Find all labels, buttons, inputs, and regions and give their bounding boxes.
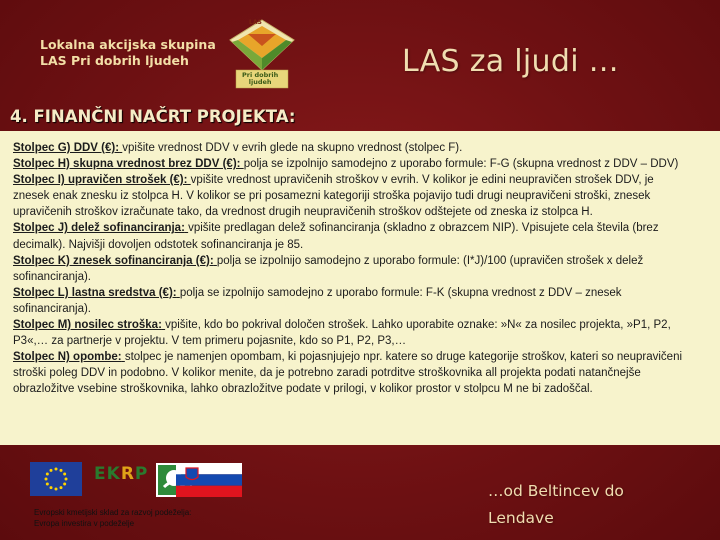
logo-bottom-text <box>242 72 278 86</box>
logo-bottom-line-2: ljudeh <box>248 78 272 86</box>
column-label: Stolpec I) upravičen strošek (€): <box>13 174 188 187</box>
column-label: Stolpec M) nosilec stroška: <box>13 319 162 332</box>
ekrp-logo <box>94 464 148 484</box>
eu-star-icon <box>63 473 66 476</box>
content-panel <box>0 131 720 445</box>
column-text: polja se izpolnijo samodejno z uporabo formule: F-G (skupna vrednost z DDV – DDV) <box>243 158 679 171</box>
eu-star-icon <box>60 469 63 472</box>
slide-headline: LAS za ljudi … <box>402 44 619 79</box>
eu-star-icon <box>60 486 63 489</box>
tagline-line-1: …od Beltincev do <box>488 482 624 500</box>
eu-star-icon <box>65 478 68 481</box>
column-description-7 <box>13 317 693 349</box>
column-label: Stolpec G) DDV (€): <box>13 142 120 154</box>
fund-caption <box>34 507 234 529</box>
eu-star-icon <box>46 483 49 486</box>
column-label: Stolpec K) znesek sofinanciranja (€): <box>13 254 214 267</box>
fund-caption-line-1: Evropski kmetijski sklad za razvoj podeželja: <box>34 508 192 517</box>
column-text: polja se izpolnijo samodejno z uporabo formule: F-K (skupna vrednost z DDV – znesek sofinanciranja). <box>13 286 622 315</box>
eu-star-icon <box>50 469 53 472</box>
org-name-line-1: Lokalna akcijska skupina <box>40 37 216 52</box>
column-description-1 <box>13 140 693 156</box>
eu-star-icon <box>50 486 53 489</box>
fund-caption-line-2: Evropa investira v podeželje <box>34 519 135 528</box>
eu-star-icon <box>63 483 66 486</box>
column-description-6 <box>13 285 693 317</box>
las-logo <box>228 18 296 94</box>
column-label: Stolpec J) delež sofinanciranja: <box>13 222 185 235</box>
eu-star-icon <box>55 468 58 471</box>
column-text: polja se izpolnijo samodejno z uporabo formule: (I*J)/100 (upravičen strošek x delež sofinanciranja). <box>13 254 644 283</box>
column-description-3 <box>13 172 693 220</box>
column-text: stolpec je namenjen opombam, ki pojasnjujejo npr. katere so druge kategorije stroškov, kateri so neupravičeni stroški poleg DDV in podobno. V kolikor menite, da je potrebno zaradi potrditve stroškovnika all projekta podati natančnejše obrazložitve vsebine stroškovnika, lahko obrazložitve podate v prilogi, v kolikor prostor v stolpcu M ne bi zadoščal. <box>13 351 683 396</box>
column-description-2 <box>13 156 693 172</box>
tagline <box>488 478 624 532</box>
column-description-8 <box>13 349 693 397</box>
eu-star-icon <box>46 473 49 476</box>
organization-name <box>40 37 220 69</box>
column-description-5 <box>13 253 693 285</box>
slovenia-flag-icon <box>176 463 242 497</box>
ekrp-logo-text: EKRP <box>94 464 149 484</box>
column-text: vpišite, kdo bo pokrival določen strošek. Lahko uporabite oznake: »N« za nosilec projekta, »P1, P2, P3«,… za partnerje v projektu. V tem primeru pojasnite, kdo so P1, P2, P3,… <box>13 319 671 348</box>
tagline-line-2: Lendave <box>488 509 554 527</box>
column-text: vpišite vrednost DDV v evrih glede na skupno vrednost (stolpec F). <box>122 142 463 154</box>
eu-star-icon <box>55 488 58 491</box>
eu-star-icon <box>45 478 48 481</box>
column-text: vpišite predlagan delež sofinanciranja (skladno z obrazcem NIP). Vpisujete cela števila (brez decimalk). Najvišji dovoljen odstotek sofinanciranja je 85. <box>13 222 659 251</box>
eu-flag-icon <box>30 462 82 496</box>
column-text: vpišite vrednost upravičenih stroškov v evrih. V kolikor je edini neupravičen strošek DDV, je znesek enak znesku iz stolpca H. V kolikor se pri posamezni kategoriji stroška pojavijo tudi drugi neupravičeni stroški, znesek upravičenih stroškov izračunate tako, da vrednost drugih neupravičenih stroškov odštejete od zneska iz stolpca H. <box>13 174 654 219</box>
logo-bottom-line-1: Pri dobrih <box>242 71 279 79</box>
column-label: Stolpec L) lastna sredstva (€): <box>13 286 177 299</box>
column-description-4 <box>13 220 693 252</box>
section-title: 4. FINANČNI NAČRT PROJEKTA: <box>10 107 296 126</box>
logo-top-text: LAS <box>249 19 262 26</box>
entry-list <box>13 140 693 398</box>
org-name-line-2: LAS Pri dobrih ljudeh <box>40 53 189 68</box>
column-label: Stolpec H) skupna vrednost brez DDV (€): <box>13 158 241 171</box>
column-label: Stolpec N) opombe: <box>13 351 122 364</box>
